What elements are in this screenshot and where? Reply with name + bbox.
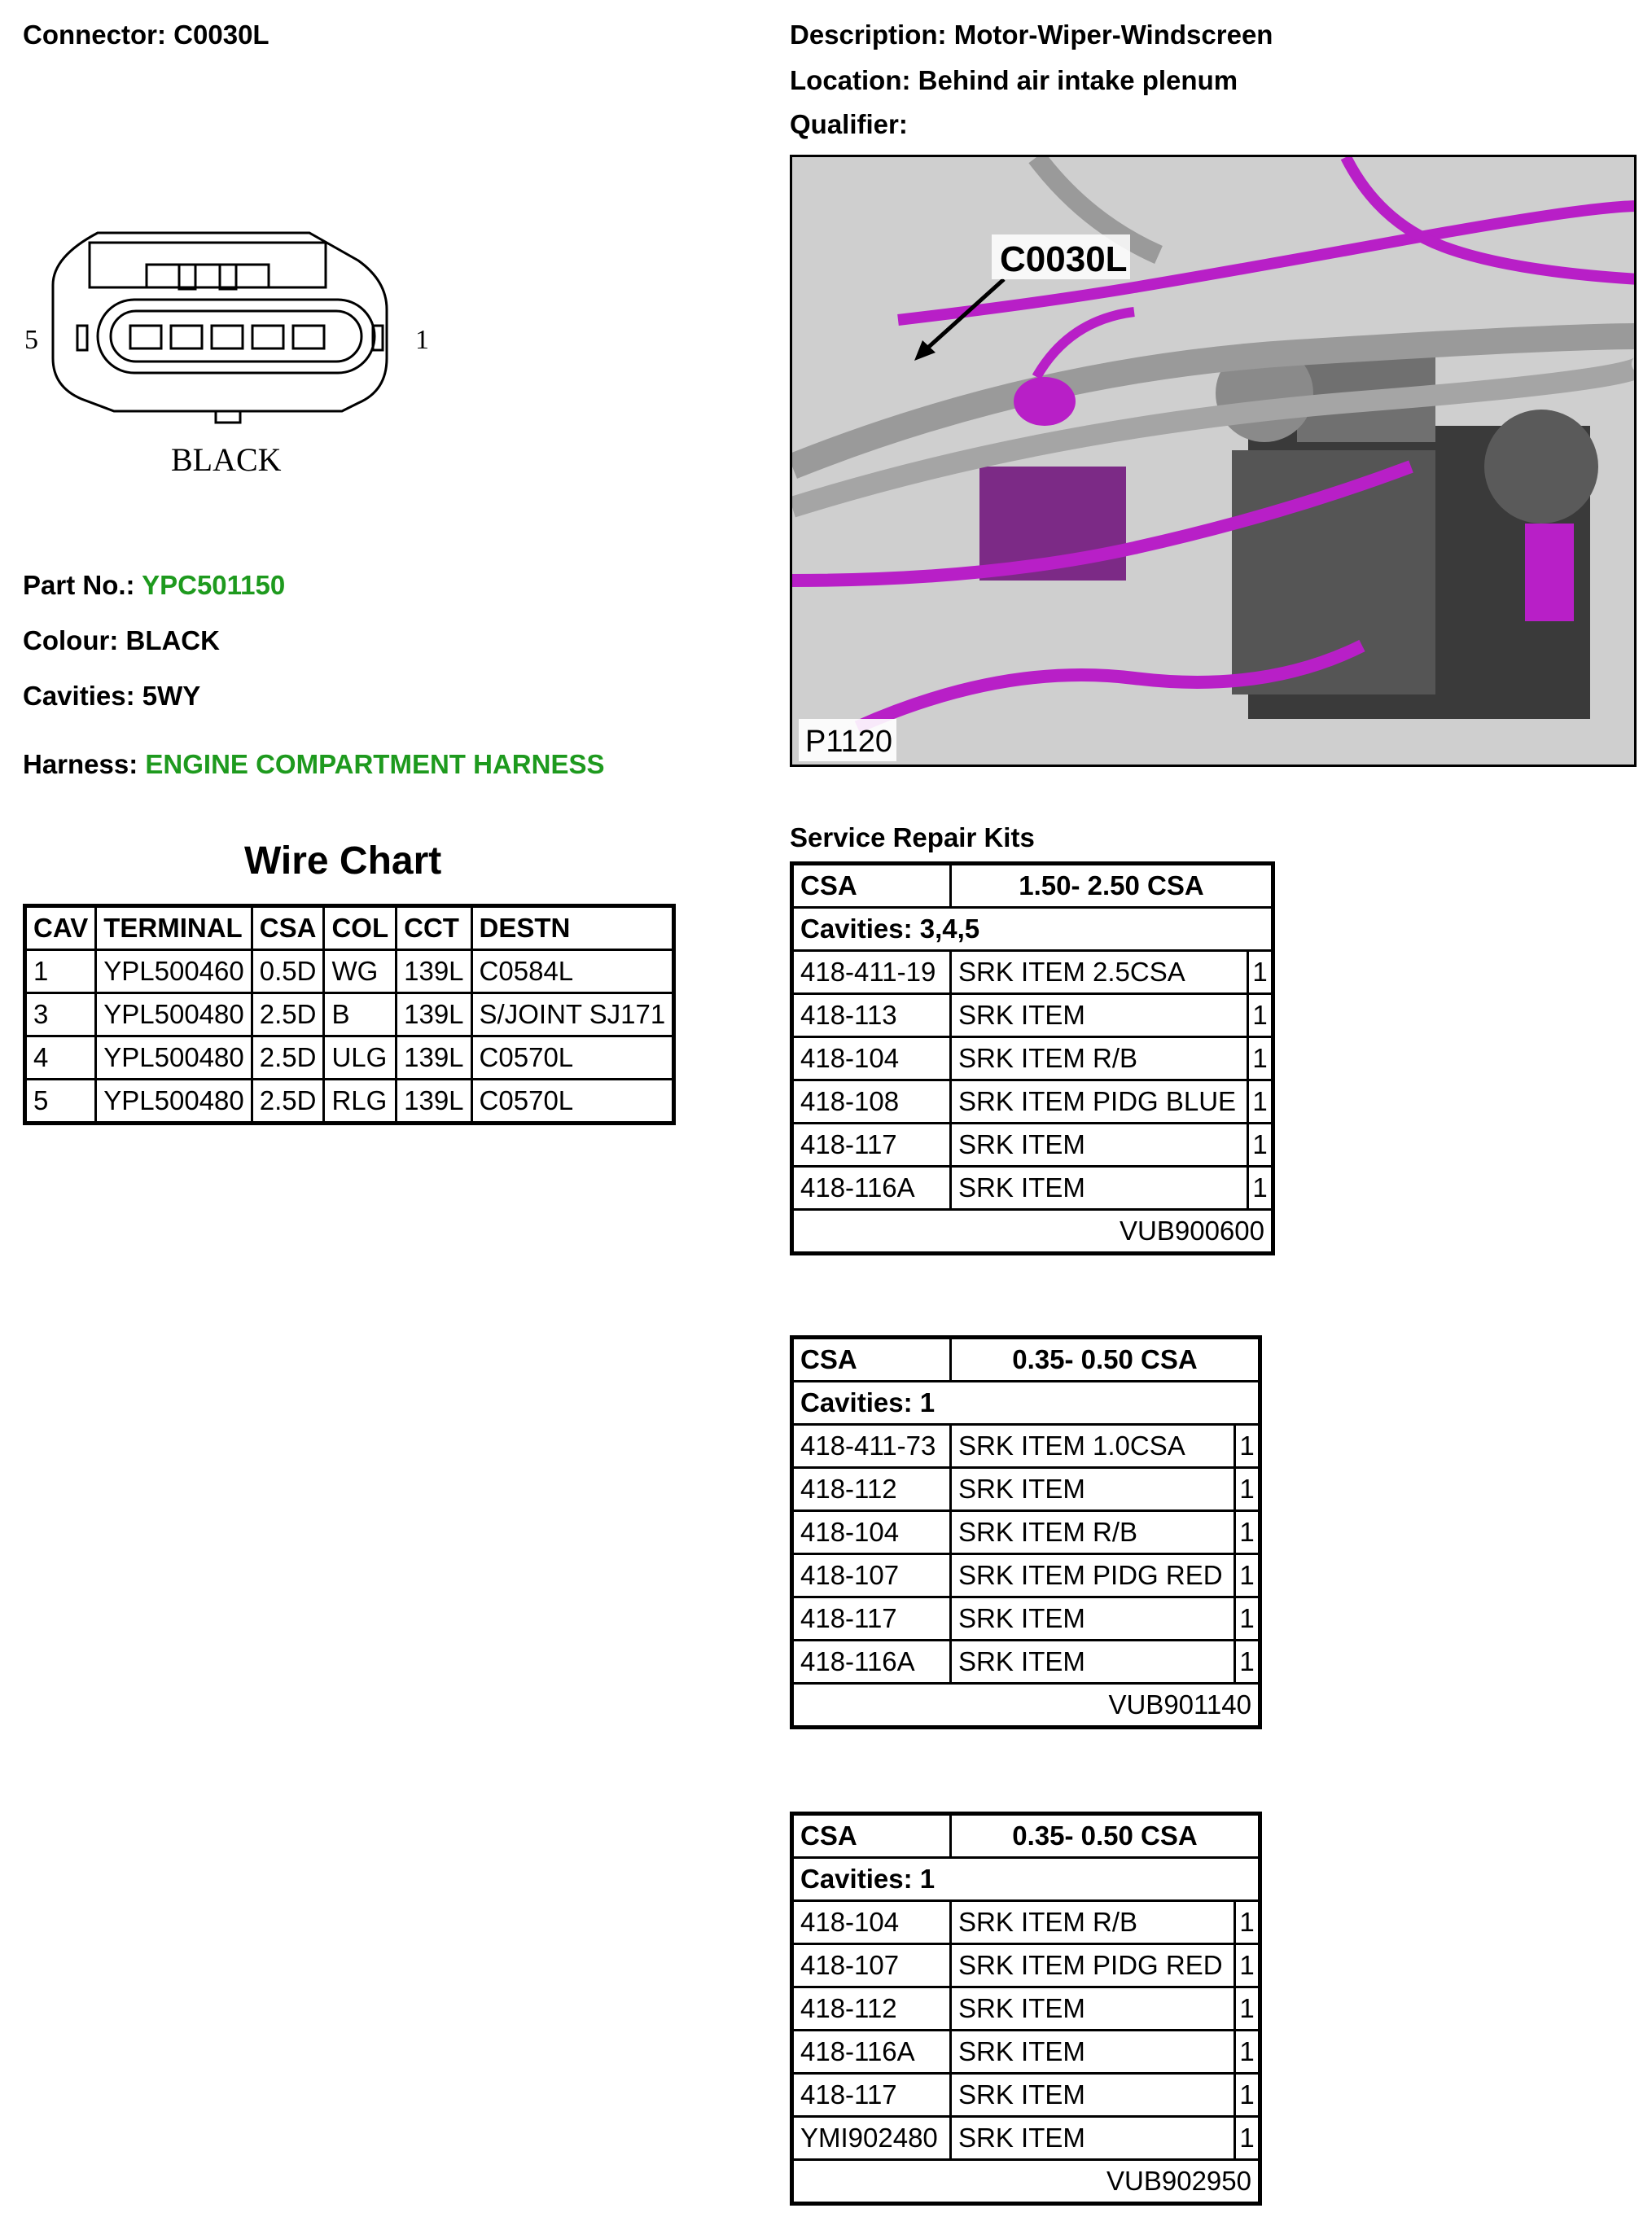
cell: YPL500480 (96, 1080, 252, 1124)
cell: SRK ITEM 1.0CSA (951, 1425, 1235, 1468)
srk-csa-range: 0.35- 0.50 CSA (951, 1338, 1260, 1382)
table-row (792, 1124, 1273, 1167)
table-row (25, 1036, 674, 1080)
cell: 418-116A (792, 1641, 951, 1684)
cell: C0584L (471, 950, 674, 993)
part-number-line (23, 570, 285, 601)
cell: 418-108 (792, 1080, 951, 1124)
srk-kit-number: VUB901140 (792, 1684, 1260, 1728)
srk-cavities-row (792, 1382, 1260, 1425)
srk-csa-range: 1.50- 2.50 CSA (951, 864, 1273, 908)
cell: 1 (1235, 2074, 1260, 2117)
cell: 4 (25, 1036, 96, 1080)
srk-kit-number: VUB902950 (792, 2160, 1260, 2204)
col-terminal: TERMINAL (96, 906, 252, 950)
cell: S/JOINT SJ171 (471, 993, 674, 1036)
diagram-colour-text: BLACK (171, 441, 282, 478)
cell: SRK ITEM R/B (951, 1511, 1235, 1554)
colour-line (23, 625, 220, 656)
connector-face-diagram (16, 220, 440, 489)
cell: 1 (1248, 1037, 1273, 1080)
location-label: Location: (790, 65, 911, 95)
cell: SRK ITEM (951, 1124, 1248, 1167)
cell: SRK ITEM (951, 2117, 1235, 2160)
cell: 1 (1248, 994, 1273, 1037)
cell: 2.5D (252, 1080, 324, 1124)
cell: 418-116A (792, 1167, 951, 1210)
wire-chart-header-row (25, 906, 674, 950)
cell: 1 (1235, 1641, 1260, 1684)
srk-table-1 (790, 861, 1275, 1255)
table-row (792, 1554, 1260, 1597)
description-label: Description: (790, 20, 947, 50)
cell: SRK ITEM (951, 1167, 1248, 1210)
cell: 418-116A (792, 2031, 951, 2074)
cell: 0.5D (252, 950, 324, 993)
cell: 1 (1235, 1554, 1260, 1597)
srk-table-3 (790, 1812, 1262, 2206)
srk-header-row (792, 1338, 1260, 1382)
cell: 1 (1248, 1080, 1273, 1124)
cell: SRK ITEM PIDG RED (951, 1944, 1235, 1987)
cell: 418-117 (792, 2074, 951, 2117)
cell: YPL500460 (96, 950, 252, 993)
colour-label: Colour: (23, 625, 119, 655)
cavities-label: Cavities: (23, 681, 135, 711)
part-number-value: YPC501150 (142, 570, 286, 600)
qualifier-line (790, 109, 908, 140)
cell: 1 (1235, 2031, 1260, 2074)
table-row (792, 1425, 1260, 1468)
connector-label: Connector: (23, 20, 166, 50)
srk-header-row (792, 1814, 1260, 1858)
srk-cavities: Cavities: 1 (792, 1858, 1260, 1901)
location-photo (790, 155, 1637, 767)
cell: 418-107 (792, 1554, 951, 1597)
srk-kit-row (792, 2160, 1260, 2204)
cell: SRK ITEM R/B (951, 1037, 1248, 1080)
cell: SRK ITEM (951, 1597, 1235, 1641)
cell: 1 (1235, 1425, 1260, 1468)
cell: RLG (324, 1080, 397, 1124)
cell: 418-104 (792, 1511, 951, 1554)
location-line (790, 65, 1238, 96)
cell: 418-117 (792, 1597, 951, 1641)
srk-csa-label: CSA (792, 864, 951, 908)
service-repair-kits-title: Service Repair Kits (790, 822, 1035, 852)
cell: SRK ITEM (951, 1987, 1235, 2031)
harness-line (23, 749, 604, 780)
cell: 418-112 (792, 1468, 951, 1511)
description-value: Motor-Wiper-Windscreen (953, 20, 1273, 50)
cell: 418-107 (792, 1944, 951, 1987)
srk-csa-label: CSA (792, 1814, 951, 1858)
cell: C0570L (471, 1036, 674, 1080)
col-cct: CCT (397, 906, 471, 950)
cell: 2.5D (252, 993, 324, 1036)
table-row (792, 951, 1273, 994)
connector-value: C0030L (173, 20, 269, 50)
cell: YMI902480 (792, 2117, 951, 2160)
cell: 139L (397, 1080, 471, 1124)
col-destn: DESTN (471, 906, 674, 950)
cell: B (324, 993, 397, 1036)
cell: 1 (1248, 951, 1273, 994)
cell: YPL500480 (96, 1036, 252, 1080)
cell: 1 (1248, 1124, 1273, 1167)
cell: 139L (397, 1036, 471, 1080)
cell: 1 (1235, 1987, 1260, 2031)
col-cav: CAV (25, 906, 96, 950)
colour-value: BLACK (125, 625, 220, 655)
table-row (792, 1511, 1260, 1554)
cell: 139L (397, 993, 471, 1036)
cell: C0570L (471, 1080, 674, 1124)
engine-bay-illustration (792, 157, 1637, 767)
srk-cavities-row (792, 908, 1273, 951)
cell: 418-411-73 (792, 1425, 951, 1468)
cell: SRK ITEM PIDG RED (951, 1554, 1235, 1597)
cell: 418-113 (792, 994, 951, 1037)
col-csa: CSA (252, 906, 324, 950)
table-row (25, 950, 674, 993)
srk-csa-label: CSA (792, 1338, 951, 1382)
cell: 1 (1235, 2117, 1260, 2160)
cell: 418-104 (792, 1037, 951, 1080)
qualifier-label: Qualifier: (790, 109, 908, 139)
srk-kit-number: VUB900600 (792, 1210, 1273, 1254)
harness-label: Harness: (23, 749, 138, 779)
table-row (792, 1167, 1273, 1210)
table-row (792, 2117, 1260, 2160)
cell: SRK ITEM (951, 2074, 1235, 2117)
cell: 418-117 (792, 1124, 951, 1167)
connector-header (23, 20, 269, 50)
table-row (792, 1597, 1260, 1641)
table-row (792, 1037, 1273, 1080)
cell: 1 (1235, 1597, 1260, 1641)
srk-csa-range: 0.35- 0.50 CSA (951, 1814, 1260, 1858)
srk-header-row (792, 864, 1273, 908)
cell: 1 (1235, 1468, 1260, 1511)
cell: 1 (1235, 1511, 1260, 1554)
table-row (25, 993, 674, 1036)
pin-1-label: 1 (415, 325, 429, 355)
table-row (792, 994, 1273, 1037)
cell: SRK ITEM 2.5CSA (951, 951, 1248, 994)
cell: 3 (25, 993, 96, 1036)
table-row (792, 2031, 1260, 2074)
cell: 1 (1235, 1901, 1260, 1944)
cell: 1 (1248, 1167, 1273, 1210)
cell: SRK ITEM (951, 1641, 1235, 1684)
cell: 418-112 (792, 1987, 951, 2031)
cell: 1 (25, 950, 96, 993)
description-line (790, 20, 1273, 50)
cell: ULG (324, 1036, 397, 1080)
table-row (792, 1641, 1260, 1684)
table-row (792, 2074, 1260, 2117)
cell: SRK ITEM (951, 994, 1248, 1037)
srk-table-2 (790, 1335, 1262, 1729)
cavities-value: 5WY (142, 681, 201, 711)
cell: YPL500480 (96, 993, 252, 1036)
srk-cavities: Cavities: 3,4,5 (792, 908, 1273, 951)
cell: WG (324, 950, 397, 993)
cell: SRK ITEM PIDG BLUE (951, 1080, 1248, 1124)
table-row (25, 1080, 674, 1124)
cell: SRK ITEM (951, 2031, 1235, 2074)
cell: 418-411-19 (792, 951, 951, 994)
photo-ref-label: P1120 (805, 725, 893, 759)
cell: 418-104 (792, 1901, 951, 1944)
cell: SRK ITEM (951, 1468, 1235, 1511)
cell: 5 (25, 1080, 96, 1124)
cell: 139L (397, 950, 471, 993)
col-col: COL (324, 906, 397, 950)
srk-cavities-row (792, 1858, 1260, 1901)
srk-kit-row (792, 1684, 1260, 1728)
srk-cavities: Cavities: 1 (792, 1382, 1260, 1425)
wire-chart-table (23, 904, 676, 1125)
wire-chart-title: Wire Chart (244, 839, 442, 883)
srk-kit-row (792, 1210, 1273, 1254)
part-number-label: Part No.: (23, 570, 135, 600)
cell: 2.5D (252, 1036, 324, 1080)
location-value: Behind air intake plenum (918, 65, 1238, 95)
table-row (792, 1901, 1260, 1944)
table-row (792, 1080, 1273, 1124)
harness-value: ENGINE COMPARTMENT HARNESS (145, 749, 605, 779)
cavities-line (23, 681, 200, 712)
table-row (792, 1468, 1260, 1511)
photo-callout-label: C0030L (1000, 239, 1128, 279)
cell: 1 (1235, 1944, 1260, 1987)
table-row (792, 1944, 1260, 1987)
table-row (792, 1987, 1260, 2031)
cell: SRK ITEM R/B (951, 1901, 1235, 1944)
pin-5-label: 5 (24, 325, 38, 355)
